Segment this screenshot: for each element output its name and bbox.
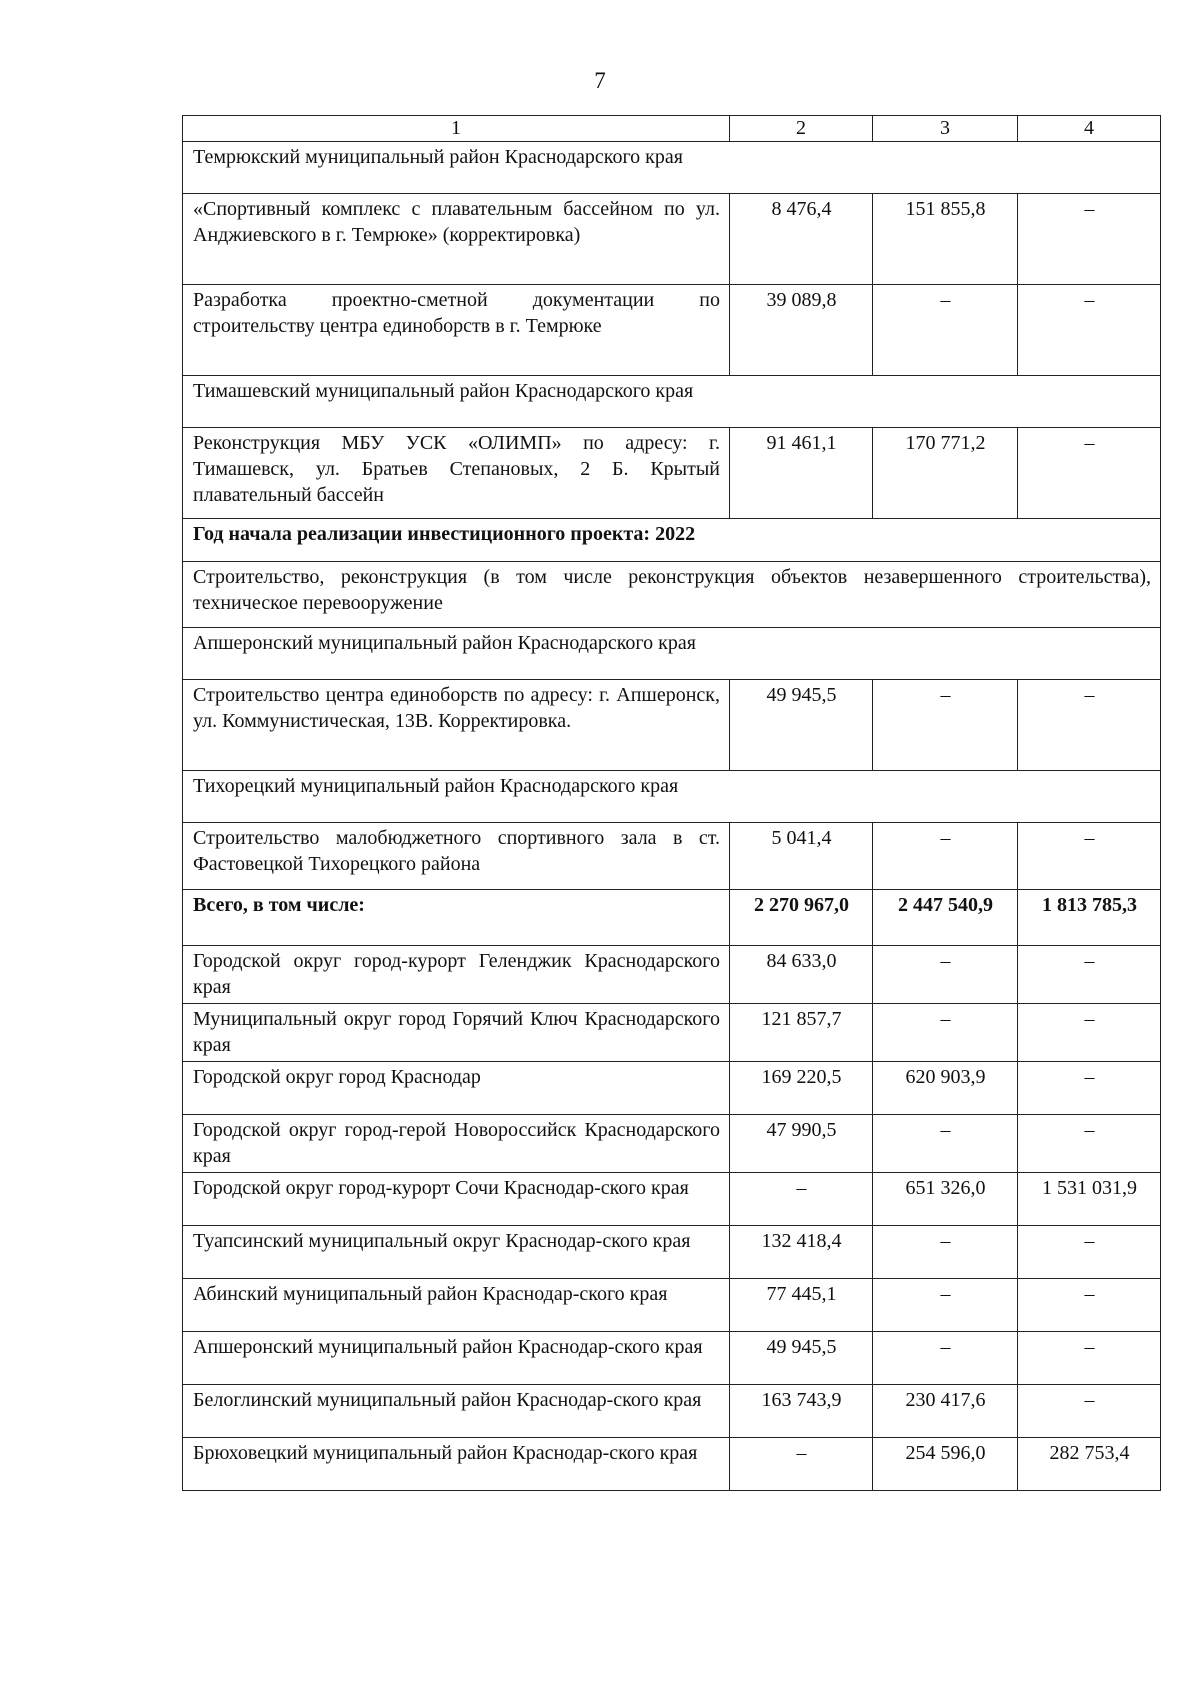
value-col2: 5 041,4: [730, 823, 873, 890]
section-row: [183, 142, 1161, 194]
table-row: [183, 1438, 1161, 1491]
value-col3: –: [873, 680, 1018, 771]
value-col4: –: [1018, 1279, 1161, 1332]
data-table: [182, 115, 1161, 1491]
section-row: [183, 519, 1161, 562]
header-cell: 3: [873, 116, 1018, 142]
value-col3: 170 771,2: [873, 428, 1018, 519]
value-col2: 121 857,7: [730, 1004, 873, 1062]
value-col2: 169 220,5: [730, 1062, 873, 1115]
value-col4: –: [1018, 1004, 1161, 1062]
value-col2: 163 743,9: [730, 1385, 873, 1438]
table-row: [183, 1115, 1161, 1173]
item-name: Брюховецкий муниципальный район Краснодар-ского края: [183, 1438, 730, 1491]
value-col3: –: [873, 946, 1018, 1004]
value-col2: 39 089,8: [730, 285, 873, 376]
section-title: Темрюкский муниципальный район Краснодарского края: [183, 142, 1161, 194]
table-row: [183, 946, 1161, 1004]
value-col3: 651 326,0: [873, 1173, 1018, 1226]
item-name: Туапсинский муниципальный округ Краснодар-ского края: [183, 1226, 730, 1279]
item-name: Городской округ город-курорт Сочи Краснодар-ского края: [183, 1173, 730, 1226]
table-row: [183, 1332, 1161, 1385]
value-col4: –: [1018, 823, 1161, 890]
value-col2: 84 633,0: [730, 946, 873, 1004]
value-col2: 47 990,5: [730, 1115, 873, 1173]
value-col2: 132 418,4: [730, 1226, 873, 1279]
table-row: [183, 1385, 1161, 1438]
total-label: Всего, в том числе:: [183, 890, 730, 946]
value-col2: 77 445,1: [730, 1279, 873, 1332]
total-col4: 1 813 785,3: [1018, 890, 1161, 946]
item-name: «Спортивный комплекс с плавательным бассейном по ул. Анджиевского в г. Темрюке» (корректировка): [183, 194, 730, 285]
value-col4: –: [1018, 1226, 1161, 1279]
table-row: [183, 285, 1161, 376]
header-cell: 4: [1018, 116, 1161, 142]
section-row: [183, 628, 1161, 680]
page-number: 7: [594, 68, 606, 93]
header-cell: 2: [730, 116, 873, 142]
item-name: Белоглинский муниципальный район Краснодар-ского края: [183, 1385, 730, 1438]
item-name: Муниципальный округ город Горячий Ключ Краснодарского края: [183, 1004, 730, 1062]
table-row: [183, 194, 1161, 285]
value-col3: 230 417,6: [873, 1385, 1018, 1438]
value-col4: –: [1018, 1062, 1161, 1115]
item-name: Городской округ город-курорт Геленджик Краснодарского края: [183, 946, 730, 1004]
table-row: [183, 1279, 1161, 1332]
value-col2: 91 461,1: [730, 428, 873, 519]
value-col3: –: [873, 1226, 1018, 1279]
table-row: [183, 680, 1161, 771]
header-cell: 1: [183, 116, 730, 142]
item-name: Строительство малобюджетного спортивного зала в ст. Фастовецкой Тихорецкого района: [183, 823, 730, 890]
value-col2: –: [730, 1173, 873, 1226]
table-row: [183, 1226, 1161, 1279]
value-col4: 1 531 031,9: [1018, 1173, 1161, 1226]
value-col3: –: [873, 1279, 1018, 1332]
item-name: Абинский муниципальный район Краснодар-ского края: [183, 1279, 730, 1332]
item-name: Апшеронский муниципальный район Краснодар-ского края: [183, 1332, 730, 1385]
table-header-row: [183, 116, 1161, 142]
value-col3: –: [873, 1004, 1018, 1062]
value-col3: 254 596,0: [873, 1438, 1018, 1491]
value-col3: 620 903,9: [873, 1062, 1018, 1115]
section-title-bold: Год начала реализации инвестиционного проекта: 2022: [183, 519, 1161, 562]
section-row: [183, 562, 1161, 628]
value-col2: 49 945,5: [730, 1332, 873, 1385]
item-name: Городской округ город Краснодар: [183, 1062, 730, 1115]
value-col4: –: [1018, 680, 1161, 771]
value-col3: –: [873, 823, 1018, 890]
value-col4: –: [1018, 285, 1161, 376]
total-col3: 2 447 540,9: [873, 890, 1018, 946]
table-row: [183, 1173, 1161, 1226]
section-row: [183, 376, 1161, 428]
item-name: Строительство центра единоборств по адресу: г. Апшеронск, ул. Коммунистическая, 13В. Корректировка.: [183, 680, 730, 771]
item-name: Городской округ город-герой Новороссийск Краснодарского края: [183, 1115, 730, 1173]
section-title: Тимашевский муниципальный район Краснодарского края: [183, 376, 1161, 428]
value-col3: –: [873, 1115, 1018, 1173]
table-row: [183, 823, 1161, 890]
value-col4: –: [1018, 1385, 1161, 1438]
section-row: [183, 771, 1161, 823]
value-col2: 8 476,4: [730, 194, 873, 285]
table-row: [183, 1004, 1161, 1062]
value-col4: –: [1018, 946, 1161, 1004]
value-col4: –: [1018, 1332, 1161, 1385]
value-col4: –: [1018, 194, 1161, 285]
value-col2: 49 945,5: [730, 680, 873, 771]
value-col4: –: [1018, 1115, 1161, 1173]
table-row: [183, 1062, 1161, 1115]
total-col2: 2 270 967,0: [730, 890, 873, 946]
item-name: Разработка проектно-сметной документации по строительству центра единоборств в г. Темрюке: [183, 285, 730, 376]
total-row: [183, 890, 1161, 946]
value-col3: –: [873, 1332, 1018, 1385]
value-col2: –: [730, 1438, 873, 1491]
section-title: Строительство, реконструкция (в том числе реконструкция объектов незавершенного строительства), техническое перевооружение: [183, 562, 1161, 628]
item-name: Реконструкция МБУ УСК «ОЛИМП» по адресу: г. Тимашевск, ул. Братьев Степановых, 2 Б. Крытый плавательный бассейн: [183, 428, 730, 519]
section-title: Тихорецкий муниципальный район Краснодарского края: [183, 771, 1161, 823]
value-col3: 151 855,8: [873, 194, 1018, 285]
value-col4: 282 753,4: [1018, 1438, 1161, 1491]
section-title: Апшеронский муниципальный район Краснодарского края: [183, 628, 1161, 680]
table-row: [183, 428, 1161, 519]
value-col4: –: [1018, 428, 1161, 519]
value-col3: –: [873, 285, 1018, 376]
